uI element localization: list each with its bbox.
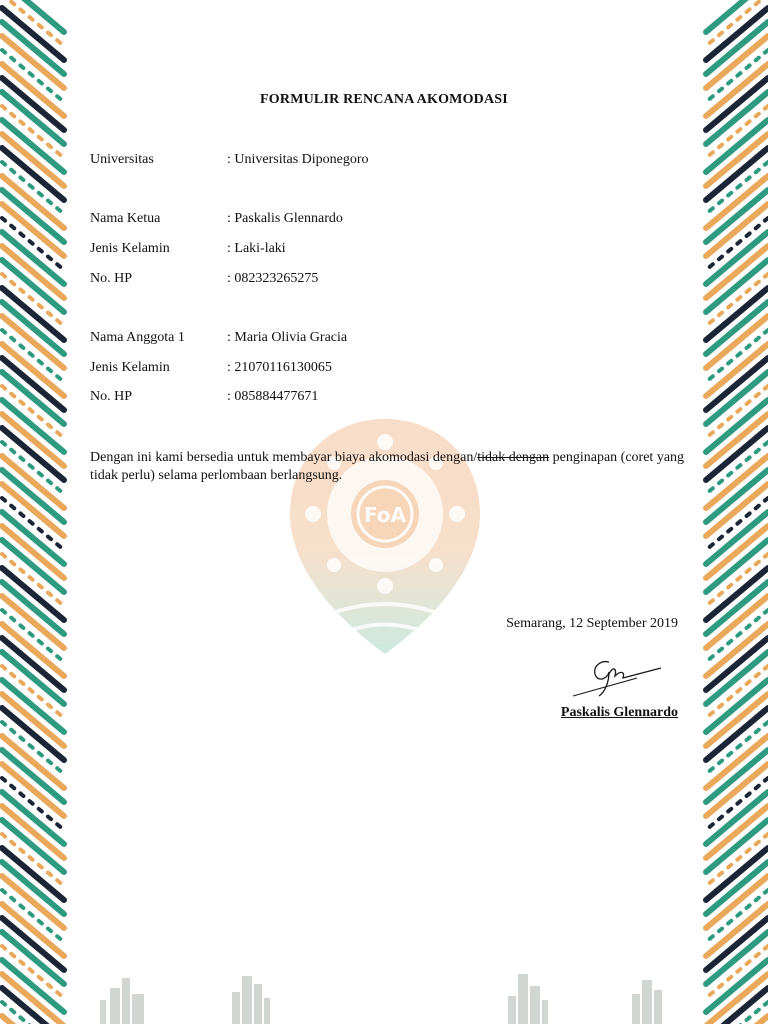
leader-gender-row xyxy=(90,239,286,259)
member1-gender-row xyxy=(90,358,332,378)
document-title: FORMULIR RENCANA AKOMODASI xyxy=(260,92,508,107)
member1-phone-row xyxy=(90,387,318,407)
leader-phone-label: No. HP xyxy=(90,271,133,286)
member1-gender-value: : 21070116130065 xyxy=(227,360,332,375)
leader-gender-value: : Laki-laki xyxy=(227,241,286,256)
member1-name-row xyxy=(90,328,347,348)
member1-phone-label: No. HP xyxy=(90,389,133,404)
handwritten-signature-icon xyxy=(565,652,665,702)
member1-name-label: Nama Anggota 1 xyxy=(90,330,185,345)
statement-struck-text: tidak dengan xyxy=(477,450,550,465)
statement-text-before: Dengan ini kami bersedia untuk membayar biaya akomodasi dengan/ xyxy=(90,450,478,465)
statement-paragraph xyxy=(90,449,690,485)
leader-name-value: : Paskalis Glennardo xyxy=(227,211,343,226)
leader-gender-label: Jenis Kelamin xyxy=(90,241,170,256)
leader-name-row xyxy=(90,209,343,229)
member1-phone-value: : 085884477671 xyxy=(227,389,319,404)
university-row xyxy=(90,150,369,170)
university-value: : Universitas Diponegoro xyxy=(227,152,369,167)
leader-name-label: Nama Ketua xyxy=(90,211,161,226)
statement-text-after: penginapan (coret yang tidak perlu) selama perlombaan berlangsung. xyxy=(90,450,685,483)
industrial-plant-silhouette-icon xyxy=(0,970,768,1024)
signer-name: Paskalis Glennardo xyxy=(560,705,678,720)
member1-name-value: : Maria Olivia Gracia xyxy=(227,330,348,345)
leader-phone-row xyxy=(90,269,318,289)
watermark-text: FoA xyxy=(363,503,407,527)
member1-gender-label: Jenis Kelamin xyxy=(90,360,170,375)
leader-phone-value: : 082323265275 xyxy=(227,271,319,286)
place-and-date: Semarang, 12 September 2019 xyxy=(506,616,678,631)
university-label: Universitas xyxy=(90,152,154,167)
